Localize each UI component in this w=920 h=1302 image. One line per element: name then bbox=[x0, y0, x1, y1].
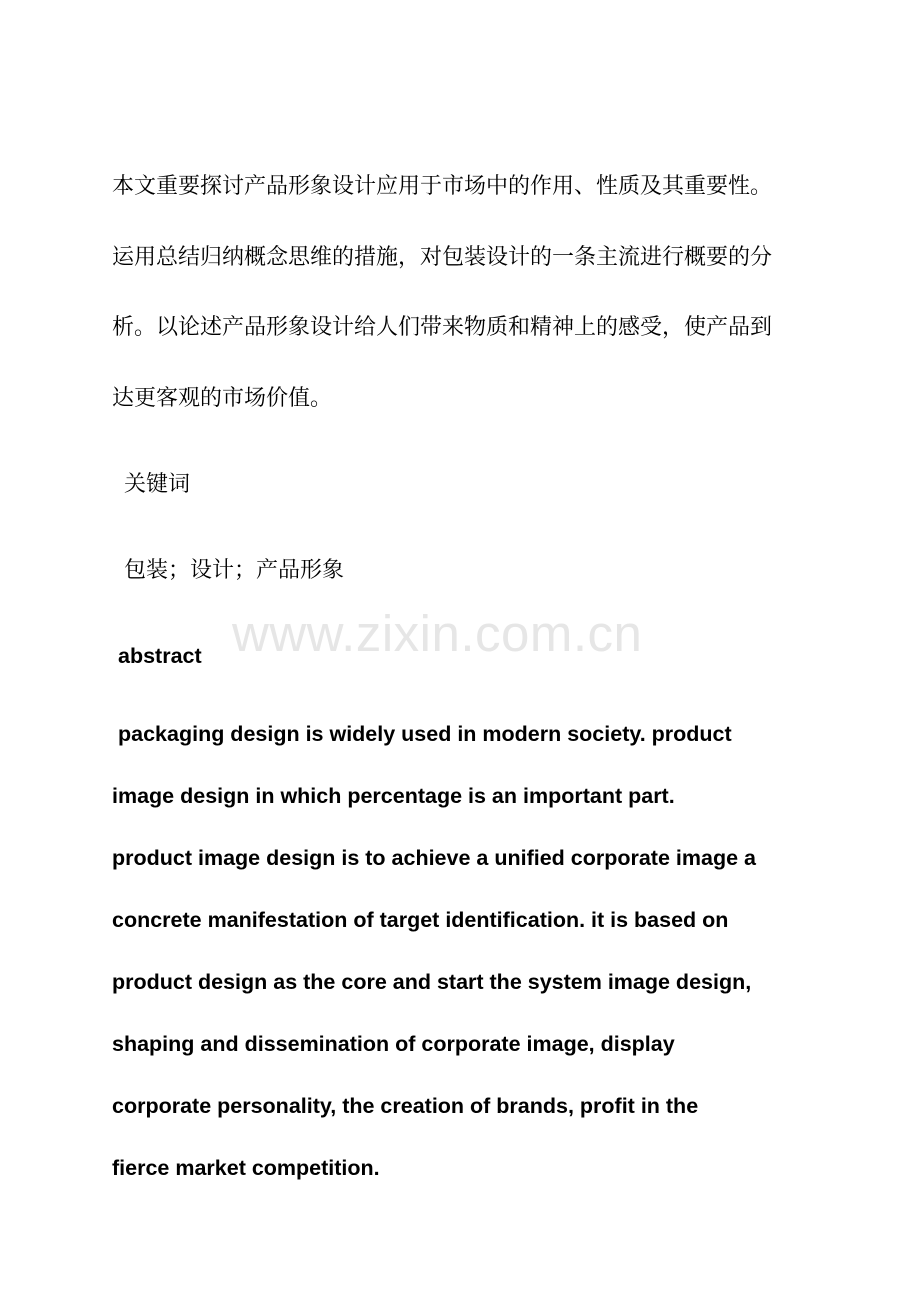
abstract-en-line: corporate personality, the creation of brands, profit in the bbox=[112, 1094, 699, 1118]
abstract-en-line: product design as the core and start the system image design, bbox=[112, 970, 752, 994]
abstract-cn-line: 运用总结归纳概念思维的措施，对包装设计的一条主流进行概要的分 bbox=[112, 245, 773, 270]
abstract-en-line: shaping and dissemination of corporate image, display bbox=[112, 1032, 675, 1056]
abstract-cn-line: 本文重要探讨产品形象设计应用于市场中的作用、性质及其重要性。 bbox=[112, 174, 773, 199]
abstract-en-line: packaging design is widely used in modern society. product bbox=[118, 722, 732, 746]
abstract-en-line: concrete manifestation of target identification. it is based on bbox=[112, 908, 729, 932]
abstract-cn-line: 达更客观的市场价值。 bbox=[112, 386, 333, 411]
abstract-en-line: image design in which percentage is an important part. bbox=[112, 784, 675, 808]
keywords-text: 包装；设计；产品形象 bbox=[124, 558, 345, 583]
watermark: www.zixin.com.cn bbox=[232, 605, 643, 662]
abstract-en-line: product image design is to achieve a unified corporate image a bbox=[112, 846, 756, 870]
abstract-cn-line: 析。以论述产品形象设计给人们带来物质和精神上的感受，使产品到 bbox=[112, 315, 773, 340]
keywords-heading: 关键词 bbox=[124, 472, 191, 497]
abstract-en-heading: abstract bbox=[118, 644, 202, 668]
abstract-en-line: fierce market competition. bbox=[112, 1156, 380, 1180]
